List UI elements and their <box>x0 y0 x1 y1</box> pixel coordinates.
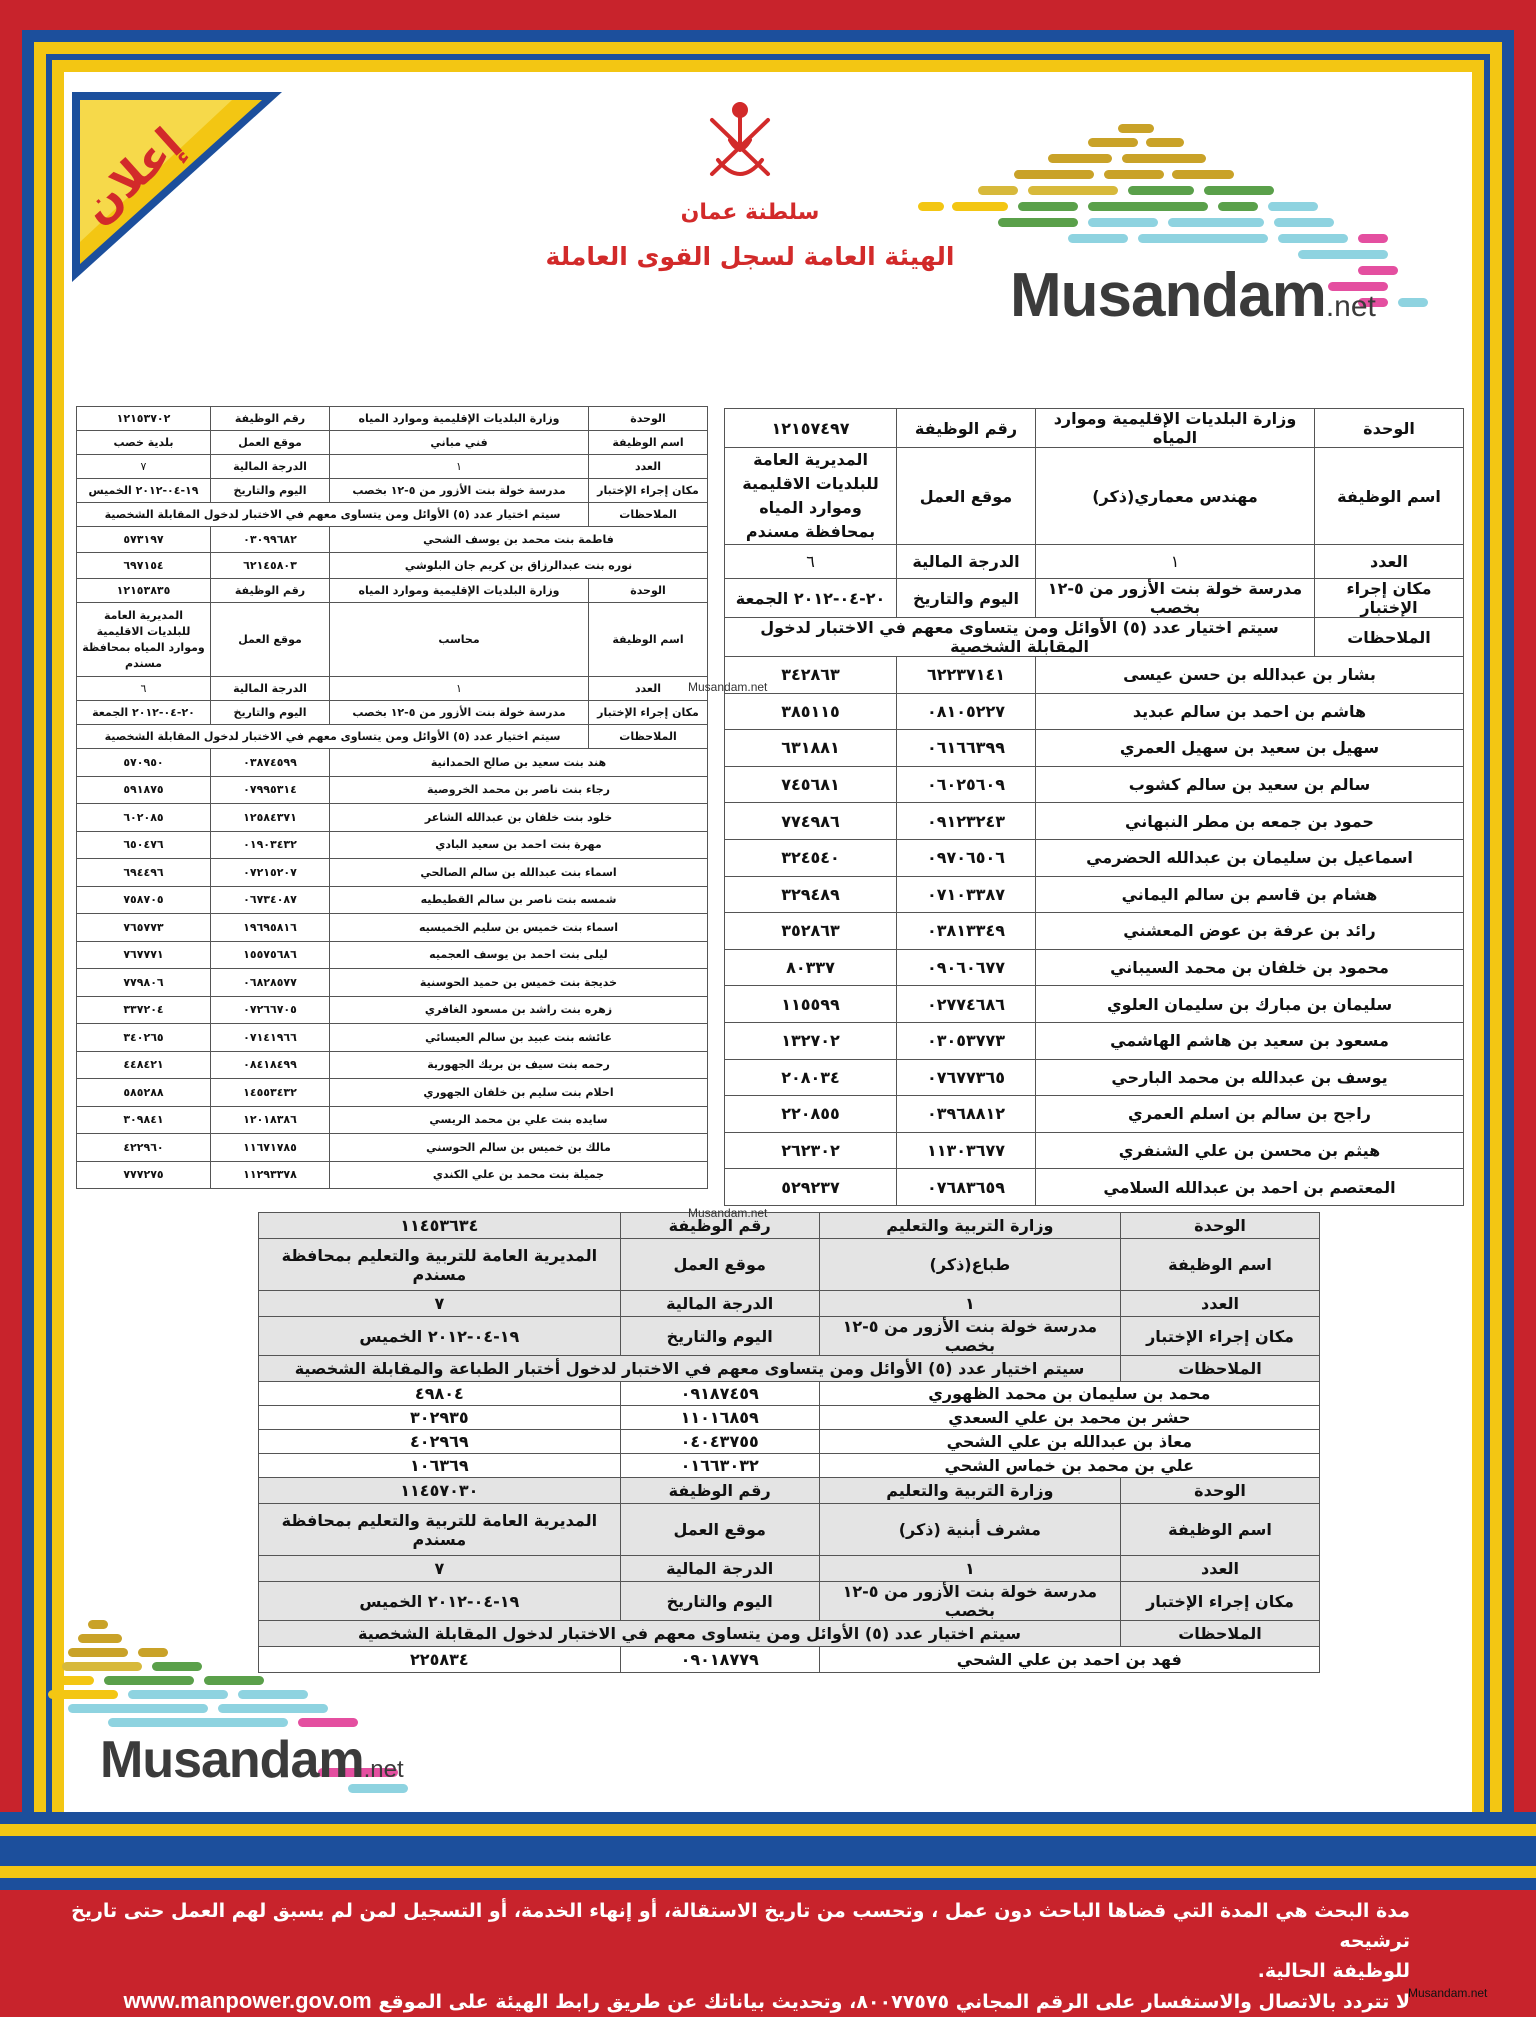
candidate-seq: ٦٠٢٠٨٥ <box>77 804 211 832</box>
unit-value-2: وزارة البلديات الإقليمية وموارد المياه <box>330 579 589 603</box>
candidate-name: رائد بن عرفة بن عوض المعشني <box>1036 913 1464 950</box>
oman-emblem-icon <box>700 100 780 190</box>
candidate-row <box>725 1132 1464 1169</box>
candidate-row <box>725 657 1464 694</box>
candidate-civil: ١٢٥٨٤٣٧١ <box>211 804 330 832</box>
candidate-civil: ٠٣٨١٣٣٤٩ <box>897 913 1036 950</box>
candidate-seq: ٨٠٣٣٧ <box>725 949 897 986</box>
candidate-seq: ٦٥٠٤٧٦ <box>77 831 211 859</box>
authority-title: الهيئة العامة لسجل القوى العاملة <box>545 242 955 271</box>
candidate-seq: ٧٧٧٢٧٥ <box>77 1161 211 1189</box>
value-site: المديرية العامة للتربية والتعليم بمحافظة مسندم <box>259 1504 621 1556</box>
value-count: ١ <box>819 1291 1120 1317</box>
candidate-row <box>725 876 1464 913</box>
day-date-value: ٢٠-٠٤-٢٠١٢ الجمعة <box>725 579 897 618</box>
candidate-name: عائشه بنت عبيد بن سالم العيسائي <box>330 1024 708 1052</box>
job-no-value: ١٢١٥٧٤٩٧ <box>725 409 897 448</box>
label-job_no: رقم الوظيفة <box>620 1213 819 1239</box>
candidate-civil: ٠٤٠٤٣٧٥٥ <box>620 1430 819 1454</box>
candidate-civil: ٠٩٧٠٦٥٠٦ <box>897 839 1036 876</box>
label-notes: الملاحظات <box>589 503 708 527</box>
job-title-value: فني مباني <box>330 431 589 455</box>
candidate-name: اسماعيل بن سليمان بن عبدالله الحضرمي <box>1036 839 1464 876</box>
candidate-name: يوسف بن عبدالله بن محمد البارحي <box>1036 1059 1464 1096</box>
announcement-ribbon-icon <box>72 92 282 282</box>
label-job_title: اسم الوظيفة <box>1121 1504 1320 1556</box>
work-site-value: بلدية خصب <box>77 431 211 455</box>
candidate-seq: ٢٠٨٠٣٤ <box>725 1059 897 1096</box>
candidate-civil: ٠٦٨٢٨٥٧٧ <box>211 969 330 997</box>
candidate-row <box>725 1022 1464 1059</box>
day-date-value: ١٩-٠٤-٢٠١٢ الخميس <box>77 479 211 503</box>
candidate-seq: ٧٤٥٦٨١ <box>725 766 897 803</box>
candidate-row <box>77 1161 708 1189</box>
candidate-name: مالك بن خميس بن سالم الحوسني <box>330 1134 708 1162</box>
candidate-name: احلام بنت سليم بن خلفان الجهوري <box>330 1079 708 1107</box>
candidate-name: خديجة بنت خميس بن حميد الحوسنية <box>330 969 708 997</box>
job-info-row <box>259 1213 1320 1239</box>
candidate-civil: ٠٣٩٦٨٨١٢ <box>897 1096 1036 1133</box>
label-grade: الدرجة المالية <box>211 677 330 701</box>
candidate-name: مهرة بنت احمد بن سعيد البادي <box>330 831 708 859</box>
label-count: العدد <box>1315 545 1464 579</box>
candidate-civil: ١٤٥٥٣٤٣٢ <box>211 1079 330 1107</box>
label-day-date: اليوم والتاريخ <box>211 479 330 503</box>
candidate-row <box>77 1079 708 1107</box>
label-day_date: اليوم والتاريخ <box>620 1317 819 1356</box>
candidate-row <box>77 886 708 914</box>
label-notes: الملاحظات <box>1121 1621 1320 1647</box>
candidate-seq: ٧٦٥٧٧٣ <box>77 914 211 942</box>
label-job-title: اسم الوظيفة <box>1315 448 1464 545</box>
notes-value: سيتم اختيار عدد (٥) الأوائل ومن يتساوى معهم في الاختبار لدخول المقابلة الشخصية <box>725 618 1315 657</box>
candidate-row <box>725 986 1464 1023</box>
label-job_title: اسم الوظيفة <box>1121 1239 1320 1291</box>
label-job_no: رقم الوظيفة <box>620 1478 819 1504</box>
candidate-civil: ٠٧٢٦٦٧٠٥ <box>211 996 330 1024</box>
candidate-name: سهيل بن سعيد بن سهيل العمري <box>1036 730 1464 767</box>
candidate-seq: ١٠٦٣٦٩ <box>259 1454 621 1478</box>
candidate-seq: ٤٤٨٤٢١ <box>77 1051 211 1079</box>
candidate-name: معاذ بن عبدالله بن علي الشحي <box>819 1430 1319 1454</box>
candidate-row <box>725 766 1464 803</box>
candidate-civil: ٠٨٤١٨٤٩٩ <box>211 1051 330 1079</box>
candidate-seq: ٦٩٤٤٩٦ <box>77 859 211 887</box>
candidate-row <box>259 1406 1320 1430</box>
candidate-seq: ٢٢٠٨٥٥ <box>725 1096 897 1133</box>
footer-notice <box>30 1896 1410 2017</box>
candidate-seq: ٥٨٥٢٨٨ <box>77 1079 211 1107</box>
candidate-civil: ٠٧٢١٥٢٠٧ <box>211 859 330 887</box>
candidate-name: مسعود بن سعيد بن هاشم الهاشمي <box>1036 1022 1464 1059</box>
candidate-row <box>259 1647 1320 1673</box>
candidate-name: بشار بن عبدالله بن حسن عيسى <box>1036 657 1464 694</box>
candidate-name: رجاء بنت ناصر بن محمد الخروصية <box>330 776 708 804</box>
label-grade: الدرجة المالية <box>620 1291 819 1317</box>
candidate-civil: ١٥٥٧٥٦٨٦ <box>211 941 330 969</box>
candidate-row <box>725 1169 1464 1206</box>
unit-value: وزارة البلديات الإقليمية وموارد المياه <box>1036 409 1315 448</box>
candidate-row <box>725 949 1464 986</box>
logo-net-bottom: .net <box>363 1756 404 1783</box>
job-title-value-2: محاسب <box>330 603 589 677</box>
candidate-seq: ٣٥٢٨٦٣ <box>725 913 897 950</box>
candidate-row <box>725 730 1464 767</box>
candidate-seq: ٦٩٧١٥٤ <box>77 553 211 579</box>
logo-net: .net <box>1325 290 1376 323</box>
value-note: سيتم اختيار عدد (٥) الأوائل ومن يتساوى معهم في الاختبار لدخول المقابلة الشخصية <box>259 1621 1121 1647</box>
value-grade: ٧ <box>259 1556 621 1582</box>
footer-line-3: لا تتردد بالاتصال والاستفسار على الرقم المجاني ٨٠٠٧٧٥٧٥، وتحديث بياناتك عن طريق رابط الهيئة على الموقع <box>378 1991 1410 2013</box>
candidate-row <box>77 969 708 997</box>
candidate-name: فهد بن احمد بن علي الشحي <box>819 1647 1319 1673</box>
candidate-civil: ١٢٠١٨٣٨٦ <box>211 1106 330 1134</box>
work-site-value-2: المديرية العامة للبلديات الاقليمية وموارد المياه بمحافظة مسندم <box>77 603 211 677</box>
label-notes: الملاحظات <box>1121 1356 1320 1382</box>
candidate-row <box>725 803 1464 840</box>
candidate-name: محمد بن سليمان بن محمد الظهوري <box>819 1382 1319 1406</box>
candidate-seq: ١٣٢٧٠٢ <box>725 1022 897 1059</box>
candidate-civil: ١١٣٠٣٦٧٧ <box>897 1132 1036 1169</box>
candidate-name: راجح بن سالم بن اسلم العمري <box>1036 1096 1464 1133</box>
candidate-civil: ٠٩١٨٧٤٥٩ <box>620 1382 819 1406</box>
candidate-row <box>259 1382 1320 1406</box>
label-exam-place: مكان إجراء الإختبار <box>589 701 708 725</box>
candidate-seq: ٣٤٠٢٦٥ <box>77 1024 211 1052</box>
value-date: ١٩-٠٤-٢٠١٢ الخميس <box>259 1317 621 1356</box>
label-work_site: موقع العمل <box>620 1239 819 1291</box>
candidate-seq: ٧٦٧٧٧١ <box>77 941 211 969</box>
value-unit: وزارة التربية والتعليم <box>819 1213 1120 1239</box>
candidate-civil: ٠٧١٠٣٣٨٧ <box>897 876 1036 913</box>
candidate-name: خلود بنت خلفان بن عبدالله الشاعر <box>330 804 708 832</box>
candidate-name: محمود بن خلفان بن محمد السيباني <box>1036 949 1464 986</box>
job-info-row <box>259 1621 1320 1647</box>
label-day-date: اليوم والتاريخ <box>211 701 330 725</box>
candidate-name: سليمان بن مبارك بن سليمان العلوي <box>1036 986 1464 1023</box>
candidate-name: شمسه بنت ناصر بن سالم القطيطيه <box>330 886 708 914</box>
candidate-civil: ٠٩١٢٣٢٤٣ <box>897 803 1036 840</box>
unit-value: وزارة البلديات الإقليمية وموارد المياه <box>330 407 589 431</box>
candidate-row <box>77 914 708 942</box>
candidate-seq: ٤٩٨٠٤ <box>259 1382 621 1406</box>
candidate-name: حمود بن جمعه بن مطر النبهاني <box>1036 803 1464 840</box>
footer-line-2: للوظيفة الحالية. <box>1257 1960 1410 1982</box>
candidate-civil: ٠٧٦٨٣٦٥٩ <box>897 1169 1036 1206</box>
candidate-civil: ٠٧٩٩٥٣١٤ <box>211 776 330 804</box>
label-job-no: رقم الوظيفة <box>897 409 1036 448</box>
candidate-name: هند بنت سعيد بن صالح الحمدانية <box>330 749 708 777</box>
label-exam_place: مكان إجراء الإختبار <box>1121 1582 1320 1621</box>
candidate-civil: ٠٦٠٢٥٦٠٩ <box>897 766 1036 803</box>
candidate-row <box>259 1454 1320 1478</box>
label-job-title: اسم الوظيفة <box>589 431 708 455</box>
candidate-seq: ٣٤٢٨٦٣ <box>725 657 897 694</box>
candidate-civil: ٠٩٠١٨٧٧٩ <box>620 1647 819 1673</box>
candidate-civil: ٠٨١٠٥٢٢٧ <box>897 693 1036 730</box>
candidate-name: المعتصم بن احمد بن عبدالله السلامي <box>1036 1169 1464 1206</box>
candidate-name: هاشم بن احمد بن سالم عبديد <box>1036 693 1464 730</box>
candidate-civil: ٦٢٢٣٧١٤١ <box>897 657 1036 694</box>
label-count: العدد <box>589 455 708 479</box>
candidate-civil: ١١٠١٦٨٥٩ <box>620 1406 819 1430</box>
job-info-row <box>259 1556 1320 1582</box>
announce-label: إعلان <box>72 118 193 235</box>
label-work-site: موقع العمل <box>211 431 330 455</box>
candidate-seq: ١١٥٥٩٩ <box>725 986 897 1023</box>
watermark-1: Musandam.net <box>688 680 768 694</box>
grade-value: ٧ <box>77 455 211 479</box>
bottom-stripe-blue <box>0 1836 1536 1866</box>
candidate-row <box>77 776 708 804</box>
grade-value: ٦ <box>725 545 897 579</box>
candidate-civil: ٠٦١٦٦٣٩٩ <box>897 730 1036 767</box>
job-table-education <box>258 1212 1320 1673</box>
label-work-site: موقع العمل <box>897 448 1036 545</box>
candidate-row <box>725 913 1464 950</box>
candidate-row <box>77 996 708 1024</box>
candidate-row <box>77 749 708 777</box>
work-site-value: المديرية العامة للبلديات الاقليمية وموارد المياه بمحافظة مسندم <box>725 448 897 545</box>
candidate-seq: ٣٢٩٤٨٩ <box>725 876 897 913</box>
value-date: ١٩-٠٤-٢٠١٢ الخميس <box>259 1582 621 1621</box>
job-info-row <box>259 1582 1320 1621</box>
label-work_site: موقع العمل <box>620 1504 819 1556</box>
candidate-name: سالم بن سعيد بن سالم كشوب <box>1036 766 1464 803</box>
candidate-civil: ١٩٦٩٥٨١٦ <box>211 914 330 942</box>
value-grade: ٧ <box>259 1291 621 1317</box>
candidate-name: ليلى بنت احمد بن يوسف العجميه <box>330 941 708 969</box>
candidate-civil: ١١٢٩٣٣٧٨ <box>211 1161 330 1189</box>
label-unit: الوحدة <box>1121 1213 1320 1239</box>
candidate-seq: ٢٢٥٨٣٤ <box>259 1647 621 1673</box>
job-info-row <box>259 1356 1320 1382</box>
label-notes: الملاحظات <box>589 725 708 749</box>
candidate-row <box>77 941 708 969</box>
candidate-seq: ٣٨٥١١٥ <box>725 693 897 730</box>
value-note: سيتم اختيار عدد (٥) الأوائل ومن يتساوى معهم في الاختبار لدخول أختبار الطباعة والمقابلة الشخصية <box>259 1356 1121 1382</box>
count-value: ١ <box>330 455 589 479</box>
candidate-row <box>77 1106 708 1134</box>
candidate-name: اسماء بنت عبدالله بن سالم الصالحي <box>330 859 708 887</box>
candidate-civil: ٠٩٠٦٠٦٧٧ <box>897 949 1036 986</box>
label-exam-place: مكان إجراء الإختبار <box>1315 579 1464 618</box>
candidate-row <box>259 1430 1320 1454</box>
job-info-row <box>259 1478 1320 1504</box>
job-title-value: مهندس معماري(ذكر) <box>1036 448 1315 545</box>
label-grade: الدرجة المالية <box>211 455 330 479</box>
label-unit: الوحدة <box>1315 409 1464 448</box>
label-unit: الوحدة <box>589 407 708 431</box>
label-count: العدد <box>1121 1291 1320 1317</box>
value-title: مشرف أبنية (ذكر) <box>819 1504 1120 1556</box>
candidate-civil: ١١٦٧١٧٨٥ <box>211 1134 330 1162</box>
candidate-seq: ٥٧٠٩٥٠ <box>77 749 211 777</box>
label-work-site: موقع العمل <box>211 603 330 677</box>
candidate-row <box>725 1059 1464 1096</box>
candidate-civil: ٠٣٠٥٣٧٧٣ <box>897 1022 1036 1059</box>
candidate-row <box>77 553 708 579</box>
candidate-name: هيثم بن محسن بن علي الشنفري <box>1036 1132 1464 1169</box>
value-unit: وزارة التربية والتعليم <box>819 1478 1120 1504</box>
exam-place-value: مدرسة خولة بنت الأزور من ٥-١٢ بخصب <box>1036 579 1315 618</box>
candidate-name: اسماء بنت خميس بن سليم الخميسيه <box>330 914 708 942</box>
candidate-row <box>77 859 708 887</box>
job-no-value-2: ١٢١٥٣٨٣٥ <box>77 579 211 603</box>
candidate-name: هشام بن قاسم بن سالم اليماني <box>1036 876 1464 913</box>
candidate-seq: ٣٠٢٩٣٥ <box>259 1406 621 1430</box>
label-unit: الوحدة <box>589 579 708 603</box>
candidate-row <box>77 804 708 832</box>
candidate-seq: ٢٦٢٣٠٢ <box>725 1132 897 1169</box>
candidate-row <box>77 527 708 553</box>
candidate-civil: ٠٢٧٧٤٦٨٦ <box>897 986 1036 1023</box>
logo-word-bottom: Musandam <box>100 1731 364 1789</box>
musandam-logo-top <box>918 120 1458 340</box>
footer-url-link[interactable]: www.manpower.gov.om <box>123 1988 372 2013</box>
candidate-name: نوره بنت عبدالرزاق بن كريم جان البلوشي <box>330 553 708 579</box>
watermark-2: Musandam.net <box>688 1206 768 1220</box>
candidate-civil: ٦٢١٤٥٨٠٣ <box>211 553 330 579</box>
job-no-value: ١٢١٥٣٧٠٢ <box>77 407 211 431</box>
candidate-row <box>725 1096 1464 1133</box>
candidate-name: رحمه بنت سيف بن بريك الجهورية <box>330 1051 708 1079</box>
label-exam-place: مكان إجراء الإختبار <box>589 479 708 503</box>
candidate-seq: ٥٩١٨٧٥ <box>77 776 211 804</box>
candidate-seq: ٦٣١٨٨١ <box>725 730 897 767</box>
value-job_no: ١١٤٥٣٦٣٤ <box>259 1213 621 1239</box>
label-day_date: اليوم والتاريخ <box>620 1582 819 1621</box>
candidate-row <box>77 831 708 859</box>
candidate-civil: ٠٣٨٧٤٥٩٩ <box>211 749 330 777</box>
candidate-name: سايده بنت علي بن محمد الريسي <box>330 1106 708 1134</box>
label-unit: الوحدة <box>1121 1478 1320 1504</box>
exam-place-value: مدرسة خولة بنت الأزور من ٥-١٢ بخصب <box>330 479 589 503</box>
value-place: مدرسة خولة بنت الأزور من ٥-١٢ بخصب <box>819 1317 1120 1356</box>
candidate-civil: ٠٧١٤١٩٦٦ <box>211 1024 330 1052</box>
value-job_no: ١١٤٥٧٠٣٠ <box>259 1478 621 1504</box>
candidate-name: زهره بنت راشد بن مسعود الغافري <box>330 996 708 1024</box>
candidate-name: علي بن محمد بن خماس الشحي <box>819 1454 1319 1478</box>
candidate-civil: ٠٦٧٣٤٠٨٧ <box>211 886 330 914</box>
candidate-civil: ٠٣٠٩٩٦٨٢ <box>211 527 330 553</box>
notes-value-2: سيتم اختيار عدد (٥) الأوائل ومن يتساوى معهم في الاختبار لدخول المقابلة الشخصية <box>77 725 589 749</box>
candidate-row <box>725 693 1464 730</box>
candidate-seq: ٤٢٢٩٦٠ <box>77 1134 211 1162</box>
label-job-title: اسم الوظيفة <box>589 603 708 677</box>
notes-value: سيتم اختيار عدد (٥) الأوائل ومن يتساوى معهم في الاختبار لدخول المقابلة الشخصية <box>77 503 589 527</box>
candidate-civil: ٠١٦٦٣٠٣٢ <box>620 1454 819 1478</box>
candidate-name: فاطمة بنت محمد بن يوسف الشحي <box>330 527 708 553</box>
value-place: مدرسة خولة بنت الأزور من ٥-١٢ بخصب <box>819 1582 1120 1621</box>
job-info-row <box>259 1317 1320 1356</box>
candidate-seq: ٣٣٧٢٠٤ <box>77 996 211 1024</box>
candidate-row <box>77 1051 708 1079</box>
count-value: ١ <box>1036 545 1315 579</box>
value-title: طباع(ذكر) <box>819 1239 1120 1291</box>
candidate-seq: ٧٧٤٩٨٦ <box>725 803 897 840</box>
label-day-date: اليوم والتاريخ <box>897 579 1036 618</box>
value-site: المديرية العامة للتربية والتعليم بمحافظة مسندم <box>259 1239 621 1291</box>
candidate-row <box>725 839 1464 876</box>
label-count: العدد <box>589 677 708 701</box>
candidate-civil: ٠١٩٠٣٤٣٢ <box>211 831 330 859</box>
footer-line-1: مدة البحث هي المدة التي قضاها الباحث دون عمل ، وتحسب من تاريخ الاستقالة، أو إنهاء الخدمة، أو التسجيل لمن لم يسبق لهم العمل حتى تاريخ ترشيحه <box>71 1900 1410 1952</box>
logo-word: Musandam <box>1010 261 1326 330</box>
label-job-no: رقم الوظيفة <box>211 407 330 431</box>
label-grade: الدرجة المالية <box>620 1556 819 1582</box>
candidate-name: جميلة بنت محمد بن علي الكندي <box>330 1161 708 1189</box>
label-exam_place: مكان إجراء الإختبار <box>1121 1317 1320 1356</box>
candidate-seq: ٤٠٢٩٦٩ <box>259 1430 621 1454</box>
job-info-row <box>259 1239 1320 1291</box>
candidate-civil: ٠٧٦٧٧٣٦٥ <box>897 1059 1036 1096</box>
watermark-footer: Musandam.net <box>1408 1986 1488 2000</box>
job-table-building-tech <box>76 406 708 1189</box>
grade-value-2: ٦ <box>77 677 211 701</box>
country-title: سلطنة عمان <box>680 200 820 225</box>
job-info-row <box>259 1504 1320 1556</box>
candidate-seq: ٣٢٤٥٤٠ <box>725 839 897 876</box>
candidate-seq: ٥٢٩٢٣٧ <box>725 1169 897 1206</box>
candidate-seq: ٧٧٩٨٠٦ <box>77 969 211 997</box>
candidate-seq: ٣٠٩٨٤١ <box>77 1106 211 1134</box>
job-table-architect <box>724 408 1464 1206</box>
label-grade: الدرجة المالية <box>897 545 1036 579</box>
candidate-name: حشر بن محمد بن علي السعدي <box>819 1406 1319 1430</box>
candidate-seq: ٥٧٣١٩٧ <box>77 527 211 553</box>
candidate-row <box>77 1024 708 1052</box>
label-count: العدد <box>1121 1556 1320 1582</box>
value-count: ١ <box>819 1556 1120 1582</box>
label-notes: الملاحظات <box>1315 618 1464 657</box>
candidate-seq: ٧٥٨٧٠٥ <box>77 886 211 914</box>
count-value-2: ١ <box>330 677 589 701</box>
day-date-value-2: ٢٠-٠٤-٢٠١٢ الجمعة <box>77 701 211 725</box>
candidate-row <box>77 1134 708 1162</box>
exam-place-value-2: مدرسة خولة بنت الأزور من ٥-١٢ بخصب <box>330 701 589 725</box>
job-info-row <box>259 1291 1320 1317</box>
label-job-no: رقم الوظيفة <box>211 579 330 603</box>
